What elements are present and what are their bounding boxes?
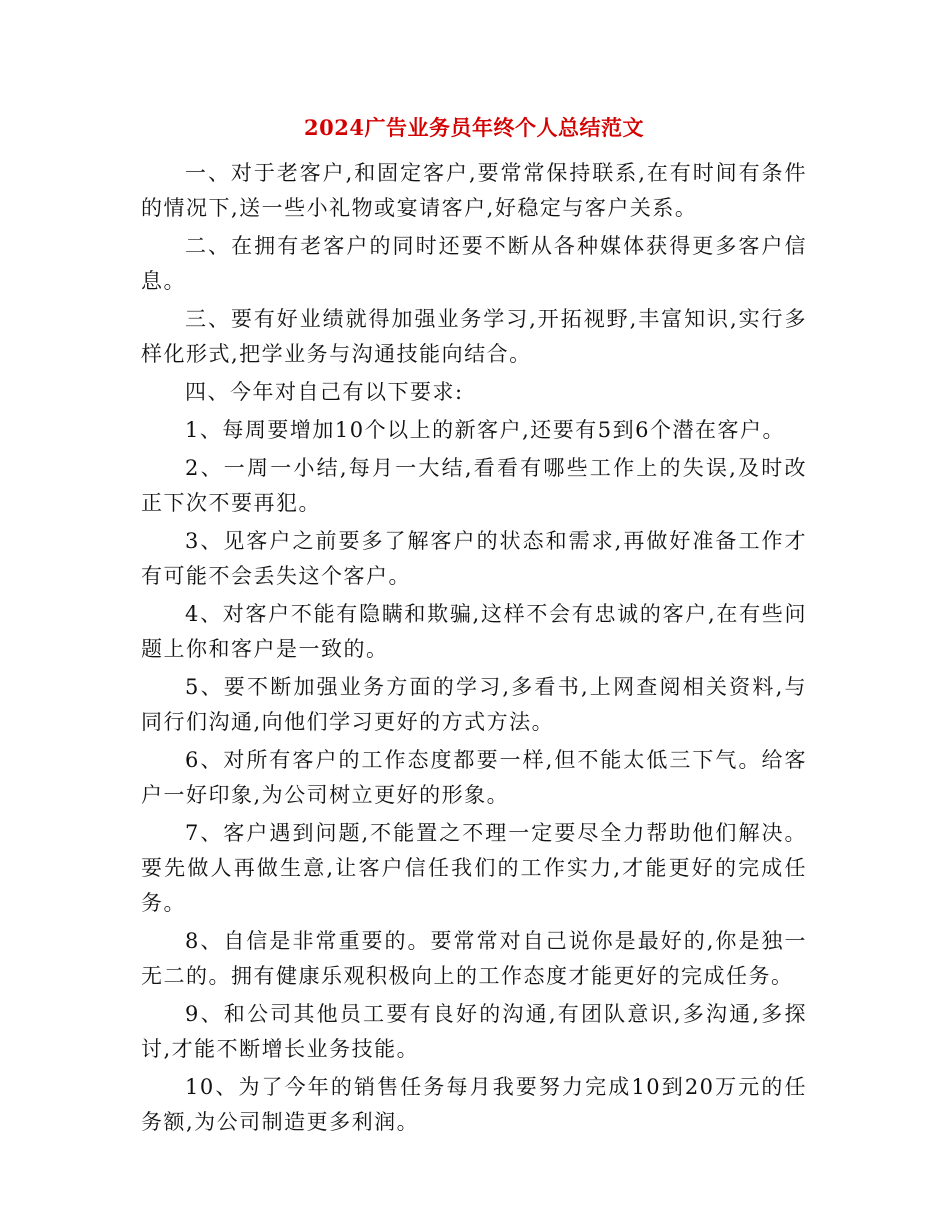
- paragraph-8: 4、对客户不能有隐瞒和欺骗,这样不会有忠诚的客户,在有些问题上你和客户是一致的。: [141, 602, 807, 661]
- paragraph-10: 6、对所有客户的工作态度都要一样,但不能太低三下气。给客户一好印象,为公司树立更好的形象。: [141, 748, 807, 807]
- paragraph-5: 1、每周要增加10个以上的新客户,还要有5到6个潜在客户。: [185, 418, 785, 442]
- paragraph-6: 2、一周一小结,每月一大结,看看有哪些工作上的失误,及时改正下次不要再犯。: [141, 456, 807, 515]
- paragraph-14: 10、为了今年的销售任务每月我要努力完成10到20万元的任务额,为公司制造更多利润。: [141, 1075, 807, 1134]
- paragraph-12: 8、自信是非常重要的。要常常对自己说你是最好的,你是独一无二的。拥有健康乐观积极向上的工作态度才能更好的完成任务。: [141, 929, 807, 988]
- document-page: [141, 112, 807, 1143]
- paragraph-9: 5、要不断加强业务方面的学习,多看书,上网查阅相关资料,与同行们沟通,向他们学习更好的方式方法。: [141, 675, 807, 734]
- paragraph-3: 三、要有好业绩就得加强业务学习,开拓视野,丰富知识,实行多样化形式,把学业务与沟通技能向结合。: [141, 307, 807, 366]
- paragraph-13: 9、和公司其他员工要有良好的沟通,有团队意识,多沟通,多探讨,才能不断增长业务技能。: [141, 1002, 807, 1061]
- paragraph-7: 3、见客户之前要多了解客户的状态和需求,再做好准备工作才有可能不会丢失这个客户。: [141, 529, 807, 588]
- paragraph-4: 四、今年对自己有以下要求:: [185, 380, 464, 404]
- document-title: 2024广告业务员年终个人总结范文: [304, 115, 644, 140]
- paragraph-1: 一、对于老客户,和固定客户,要常常保持联系,在有时间有条件的情况下,送一些小礼物或宴请客户,好稳定与客户关系。: [141, 161, 807, 220]
- document-body: [141, 156, 807, 1140]
- paragraph-11: 7、客户遇到问题,不能置之不理一定要尽全力帮助他们解决。要先做人再做生意,让客户信任我们的工作实力,才能更好的完成任务。: [141, 821, 807, 915]
- paragraph-2: 二、在拥有老客户的同时还要不断从各种媒体获得更多客户信息。: [141, 234, 807, 293]
